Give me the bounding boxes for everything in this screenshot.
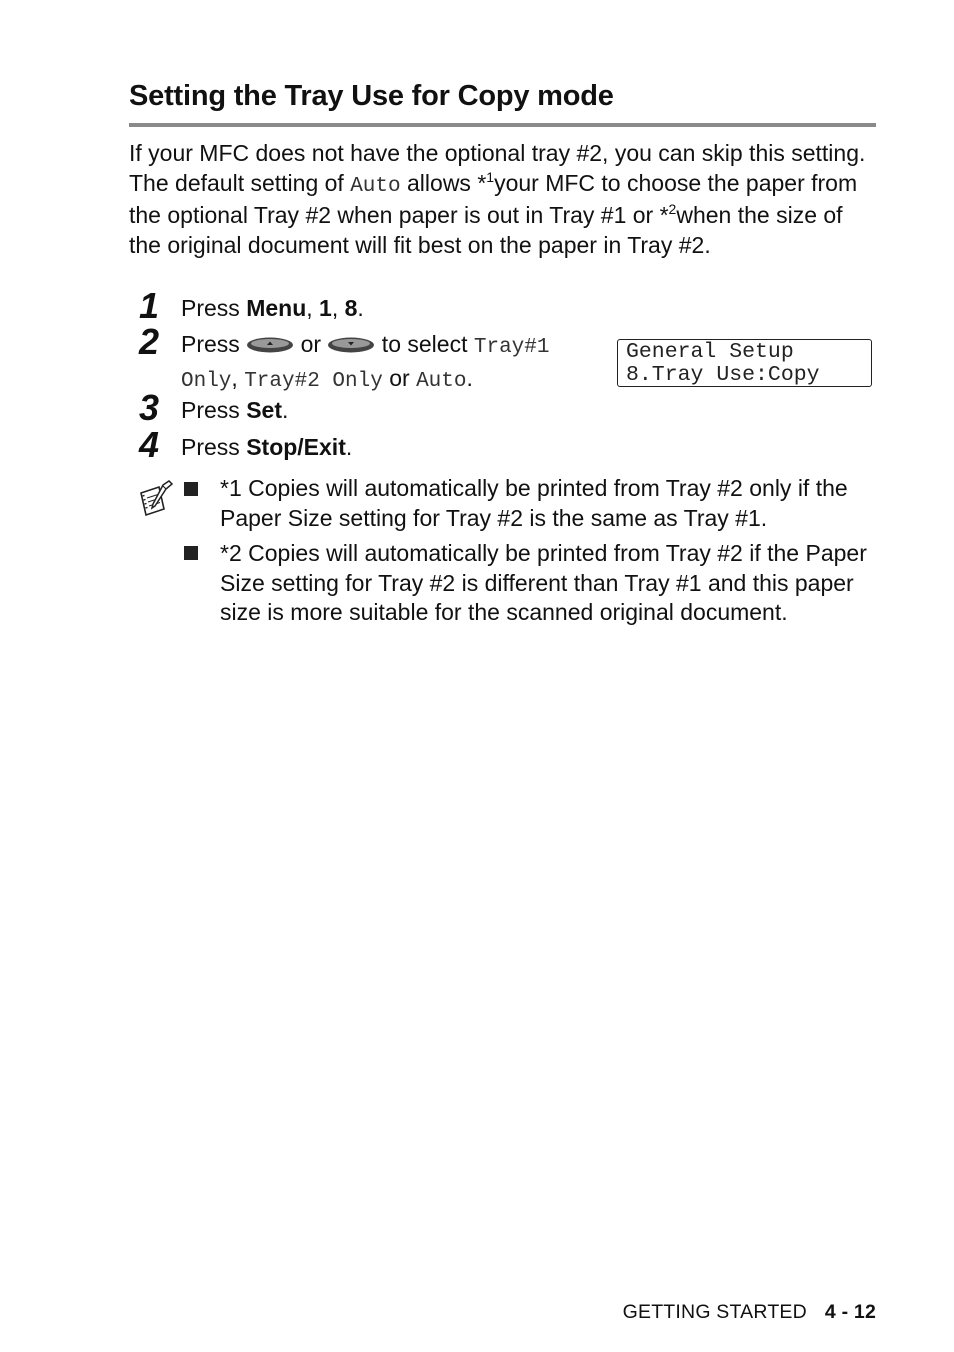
- bullet-1: [184, 482, 198, 496]
- key-8: 8: [344, 295, 358, 321]
- bullet-2: [184, 546, 198, 560]
- step-2-or: or: [294, 331, 328, 357]
- lcd-line-2: 8.Tray Use:Copy: [626, 363, 820, 387]
- key-menu: Menu: [246, 295, 307, 321]
- page-title: Setting the Tray Use for Copy mode: [129, 80, 614, 112]
- step-2-end: .: [466, 365, 473, 391]
- footnote-ref-1: 1: [486, 168, 495, 185]
- lcd-display: [617, 339, 872, 387]
- step-3-end: .: [281, 397, 289, 423]
- title-rule: [129, 123, 876, 127]
- step-4: [181, 432, 352, 462]
- step-2-or: or: [382, 365, 417, 391]
- step-number-3: 3: [139, 387, 160, 428]
- step-1-sep: ,: [331, 295, 345, 321]
- step-1-press: Press: [181, 295, 247, 321]
- step-1-end: .: [357, 295, 364, 321]
- step-4-press: Press: [181, 434, 247, 460]
- step-2-to-select: to select: [375, 331, 474, 357]
- note-pencil-icon: [137, 479, 177, 524]
- page-number: 4 - 12: [824, 1301, 876, 1323]
- step-4-end: .: [345, 434, 353, 460]
- step-number-1: 1: [139, 285, 160, 326]
- step-3-press: Press: [181, 397, 247, 423]
- step-1-sep: ,: [306, 295, 320, 321]
- intro-text-4: when the size of the original document will fit best on the paper in Tray #2.: [129, 202, 843, 258]
- step-3: [181, 395, 288, 425]
- intro-text-1: If your MFC does not have the optional tray #2, you can skip this setting. The default setting of: [129, 140, 866, 196]
- step-number-4: 4: [139, 424, 160, 465]
- footnote-ref-2: 2: [668, 201, 677, 218]
- footer-section: GETTING STARTED: [622, 1301, 807, 1323]
- intro-paragraph: [129, 139, 879, 260]
- lcd-line-1: General Setup: [626, 340, 794, 364]
- up-arrow-key-icon: [246, 331, 294, 361]
- option-auto: Auto: [416, 370, 467, 393]
- down-arrow-key-icon: [327, 331, 375, 361]
- key-set: Set: [246, 397, 282, 423]
- key-stop-exit: Stop/Exit: [246, 434, 346, 460]
- intro-text-2: allows *: [400, 169, 487, 196]
- key-1: 1: [319, 295, 332, 321]
- note-2: *2 Copies will automatically be printed from Tray #2 if the Paper Size setting for Tray #2 is different than Tray #1 and this paper size is more suitable for the scanned original document.: [220, 540, 867, 626]
- step-2-comma: ,: [231, 365, 245, 391]
- step-2-press: Press: [181, 331, 247, 357]
- step-1: [181, 293, 364, 323]
- code-auto: Auto: [350, 174, 401, 198]
- option-tray2-only: Tray#2 Only: [244, 370, 383, 393]
- page-footer: [623, 1301, 876, 1324]
- intro-text-3: your MFC to choose the paper from the optional Tray #2 when paper is out in Tray #1 or *: [129, 169, 858, 229]
- step-number-2: 2: [139, 321, 160, 362]
- note-1: *1 Copies will automatically be printed from Tray #2 only if the Paper Size setting for Tray #2 is the same as Tray #1.: [220, 475, 848, 531]
- option-tray1-only: Tray#1 Only: [181, 336, 550, 393]
- step-2: [181, 329, 581, 397]
